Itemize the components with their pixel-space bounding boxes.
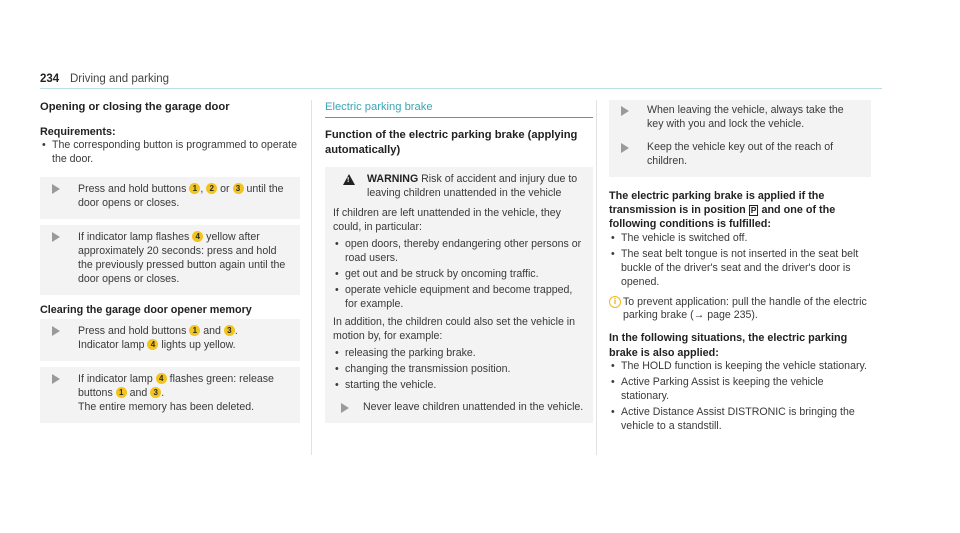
list-item: • Active Distance Assist DISTRONIC is bringing the vehicle to a standstill. bbox=[609, 406, 871, 434]
section-title: Driving and parking bbox=[70, 73, 170, 85]
info-icon: i bbox=[609, 296, 621, 308]
button-1-icon: 1 bbox=[189, 183, 200, 194]
list-item: • starting the vehicle. bbox=[333, 379, 585, 393]
step-text: Keep the vehicle key out of the reach of children. bbox=[647, 140, 834, 167]
instruction-step bbox=[40, 177, 300, 219]
step-text: When leaving the vehicle, always take the key with you and lock the vehicle. bbox=[647, 104, 844, 130]
warning-label: WARNING bbox=[367, 173, 419, 186]
action-arrow-icon bbox=[621, 106, 629, 116]
requirements-heading: Requirements: bbox=[40, 125, 116, 138]
step-text: Press and hold buttons bbox=[78, 182, 190, 195]
action-arrow-icon bbox=[52, 326, 60, 336]
warning-title: Risk of accident and injury due to leaving children unattended in the vehicle bbox=[367, 173, 578, 200]
step-text: and bbox=[200, 325, 224, 338]
heading-parking-brake-function: Function of the electric parking brake (applying automatically) bbox=[325, 128, 578, 156]
warning-action-text: Never leave children unattended in the vehicle. bbox=[363, 400, 584, 413]
column-divider bbox=[596, 100, 597, 455]
page-header bbox=[40, 66, 882, 89]
heading-text: The electric parking brake is applied if the transmission is in position bbox=[609, 189, 825, 217]
warning-box bbox=[325, 167, 593, 423]
step-text: If indicator lamp flashes bbox=[78, 230, 193, 243]
column-divider bbox=[311, 100, 312, 455]
action-arrow-icon bbox=[341, 403, 349, 413]
step-text: . bbox=[161, 386, 165, 399]
instruction-step bbox=[609, 104, 871, 132]
situations-list bbox=[609, 360, 871, 434]
action-arrow-icon bbox=[52, 374, 60, 384]
warning-list bbox=[333, 238, 585, 312]
indicator-lamp-4-icon: 4 bbox=[147, 339, 158, 350]
list-item: • releasing the parking brake. bbox=[333, 347, 585, 361]
instruction-step bbox=[40, 367, 300, 423]
step-text: . bbox=[234, 325, 238, 338]
button-3-icon: 3 bbox=[233, 183, 244, 194]
step-text: If indicator lamp bbox=[78, 372, 156, 385]
instruction-step bbox=[609, 141, 871, 169]
list-item: • The corresponding button is programmed to operate the door. bbox=[40, 139, 300, 167]
requirements-list bbox=[40, 139, 300, 167]
warning-intro-2: In addition, the children could also set the vehicle in motion by, for example: bbox=[333, 316, 576, 343]
indicator-lamp-4-icon: 4 bbox=[156, 373, 167, 384]
step-text: lights up yellow. bbox=[158, 339, 236, 351]
step-text: The entire memory has been deleted. bbox=[78, 400, 255, 413]
step-text: Indicator lamp bbox=[78, 339, 148, 351]
step-text: or bbox=[217, 182, 233, 195]
button-3-icon: 3 bbox=[224, 325, 235, 336]
step-text: , bbox=[200, 182, 207, 195]
warning-list-2 bbox=[333, 347, 585, 393]
info-note bbox=[609, 296, 871, 324]
indicator-lamp-4-icon: 4 bbox=[192, 231, 203, 242]
action-arrow-icon bbox=[52, 232, 60, 242]
instruction-step bbox=[40, 225, 300, 295]
button-1-icon: 1 bbox=[116, 387, 127, 398]
warning-intro: If children are left unattended in the vehicle, they could, in particular: bbox=[333, 207, 561, 234]
heading-situations: In the following situations, the electric parking brake is also applied: bbox=[609, 332, 848, 359]
step-text: Press and hold buttons bbox=[78, 325, 190, 338]
step-text: and bbox=[126, 386, 151, 399]
list-item: • open doors, thereby endangering other persons or road users. bbox=[333, 238, 585, 266]
button-2-icon: 2 bbox=[206, 183, 217, 194]
list-item: • get out and be struck by oncoming traffic. bbox=[333, 268, 585, 282]
button-1-icon: 1 bbox=[189, 325, 200, 336]
step-text: until the door opens or closes. bbox=[78, 182, 284, 209]
warning-box-continued bbox=[609, 100, 871, 177]
heading-garage-door: Opening or closing the garage door bbox=[40, 101, 230, 113]
park-position-icon: P bbox=[750, 205, 757, 216]
step-text: yellow after approximately 20 seconds: press and hold the previously pressed button again until the door opens or closes. bbox=[78, 230, 286, 285]
list-item: • The HOLD function is keeping the vehicle stationary. bbox=[609, 360, 871, 374]
instruction-step bbox=[40, 319, 300, 361]
heading-brake-applied bbox=[609, 189, 871, 232]
page-number: 234 bbox=[40, 73, 60, 85]
list-item: • operate vehicle equipment and become trapped, for example. bbox=[333, 284, 585, 312]
warning-header bbox=[333, 173, 585, 201]
list-item: • changing the transmission position. bbox=[333, 363, 585, 377]
list-item: • The seat belt tongue is not inserted in the seat belt buckle of the driver's seat and the driver's door is opened. bbox=[609, 248, 871, 290]
heading-clearing-memory: Clearing the garage door opener memory bbox=[40, 303, 252, 316]
step-text: flashes green: release buttons bbox=[78, 372, 274, 399]
column-garage-door bbox=[40, 100, 300, 423]
action-arrow-icon bbox=[621, 143, 629, 153]
heading-text: and one of the following conditions is fulfilled: bbox=[609, 204, 836, 231]
warning-icon bbox=[343, 174, 355, 185]
action-arrow-icon bbox=[52, 184, 60, 194]
button-3-icon: 3 bbox=[150, 387, 161, 398]
note-text: To prevent application: pull the handle of the electric parking brake (→ page 235). bbox=[623, 295, 867, 322]
warning-action bbox=[333, 401, 585, 415]
conditions-list bbox=[609, 232, 871, 290]
column-brake-conditions bbox=[609, 100, 871, 434]
section-link-electric-parking-brake[interactable]: Electric parking brake bbox=[325, 100, 593, 118]
list-item: • Active Parking Assist is keeping the vehicle stationary. bbox=[609, 376, 871, 404]
list-item: • The vehicle is switched off. bbox=[609, 232, 871, 246]
column-parking-brake bbox=[325, 100, 593, 423]
